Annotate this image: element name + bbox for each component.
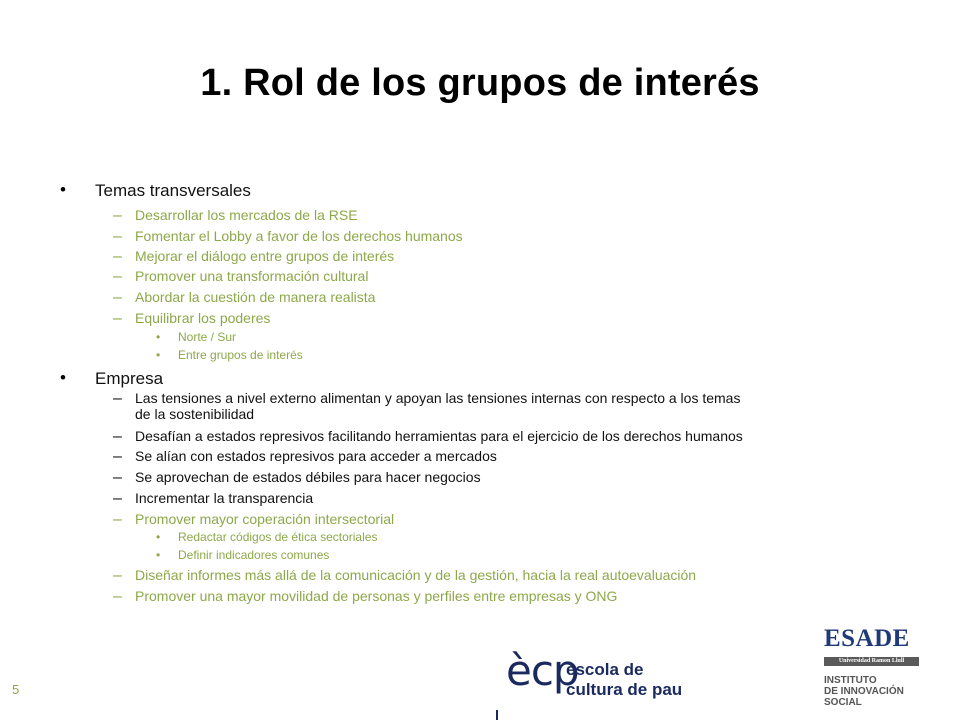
dash-icon: – bbox=[113, 490, 122, 507]
bullet-icon: • bbox=[60, 368, 66, 387]
dash-icon: – bbox=[113, 228, 122, 245]
sub-bullet-icon: • bbox=[156, 530, 161, 544]
sub-list-item: Norte / Sur bbox=[178, 330, 237, 344]
list-item: Se aprovechan de estados débiles para hacer negocios bbox=[135, 469, 481, 485]
dash-icon: – bbox=[113, 428, 122, 445]
list-item: Promover una transformación cultural bbox=[135, 268, 369, 284]
dash-icon: – bbox=[113, 390, 122, 407]
ecp-logo-mark: ècp bbox=[506, 646, 579, 695]
list-item: Diseñar informes más allá de la comunicación y de la gestión, hacia la real autoevaluación bbox=[135, 567, 697, 583]
divider bbox=[496, 710, 498, 720]
list-item: Promover mayor coperación intersectorial bbox=[135, 511, 395, 527]
list-item: Mejorar el diálogo entre grupos de interés bbox=[135, 248, 395, 264]
list-item: Desafían a estados represivos facilitando herramientas para el ejercicio de los derechos humanos bbox=[135, 428, 743, 444]
section-heading: Empresa bbox=[95, 369, 164, 388]
ecp-logo-text-line2: cultura de pau bbox=[566, 680, 683, 699]
esade-institute-line2: DE INNOVACIÓN bbox=[824, 686, 904, 697]
list-item: Se alían con estados represivos para acceder a mercados bbox=[135, 448, 497, 464]
sub-bullet-icon: • bbox=[156, 548, 161, 562]
bullet-icon: • bbox=[60, 180, 66, 199]
esade-logo-name: ESADE bbox=[824, 625, 910, 652]
sub-list-item: Entre grupos de interés bbox=[178, 348, 303, 362]
list-item-continuation: de la sostenibilidad bbox=[135, 406, 255, 422]
dash-icon: – bbox=[113, 511, 122, 528]
dash-icon: – bbox=[113, 268, 122, 285]
dash-icon: – bbox=[113, 248, 122, 265]
ecp-logo-text-line1: escola de bbox=[566, 660, 644, 679]
dash-icon: – bbox=[113, 567, 122, 584]
sub-bullet-icon: • bbox=[156, 330, 161, 344]
sub-list-item: Redactar códigos de ética sectoriales bbox=[178, 530, 378, 544]
sub-list-item: Definir indicadores comunes bbox=[178, 548, 330, 562]
page-number: 5 bbox=[12, 682, 20, 697]
dash-icon: – bbox=[113, 588, 122, 605]
esade-institute-line1: INSTITUTO bbox=[824, 675, 877, 686]
sub-bullet-icon: • bbox=[156, 348, 161, 362]
list-item: Desarrollar los mercados de la RSE bbox=[135, 207, 358, 223]
list-item: Abordar la cuestión de manera realista bbox=[135, 289, 376, 305]
esade-institute-line3: SOCIAL bbox=[824, 697, 862, 708]
esade-logo bbox=[820, 625, 920, 720]
dash-icon: – bbox=[113, 310, 122, 327]
dash-icon: – bbox=[113, 469, 122, 486]
section-heading: Temas transversales bbox=[95, 181, 251, 200]
dash-icon: – bbox=[113, 207, 122, 224]
dash-icon: – bbox=[113, 289, 122, 306]
ecp-logo bbox=[506, 646, 726, 720]
esade-institute-label bbox=[824, 675, 904, 708]
slide-title: 1. Rol de los grupos de interés bbox=[200, 62, 760, 104]
list-item: Incrementar la transparencia bbox=[135, 490, 314, 506]
list-item: Equilibrar los poderes bbox=[135, 310, 271, 326]
list-item: Fomentar el Lobby a favor de los derechos humanos bbox=[135, 228, 463, 244]
list-item: Promover una mayor movilidad de personas y perfiles entre empresas y ONG bbox=[135, 588, 618, 604]
list-item: Las tensiones a nivel externo alimentan y apoyan las tensiones internas con respecto a los temas bbox=[135, 390, 741, 406]
esade-logo-bar: Universidad Ramon Llull bbox=[824, 657, 919, 666]
dash-icon: – bbox=[113, 448, 122, 465]
